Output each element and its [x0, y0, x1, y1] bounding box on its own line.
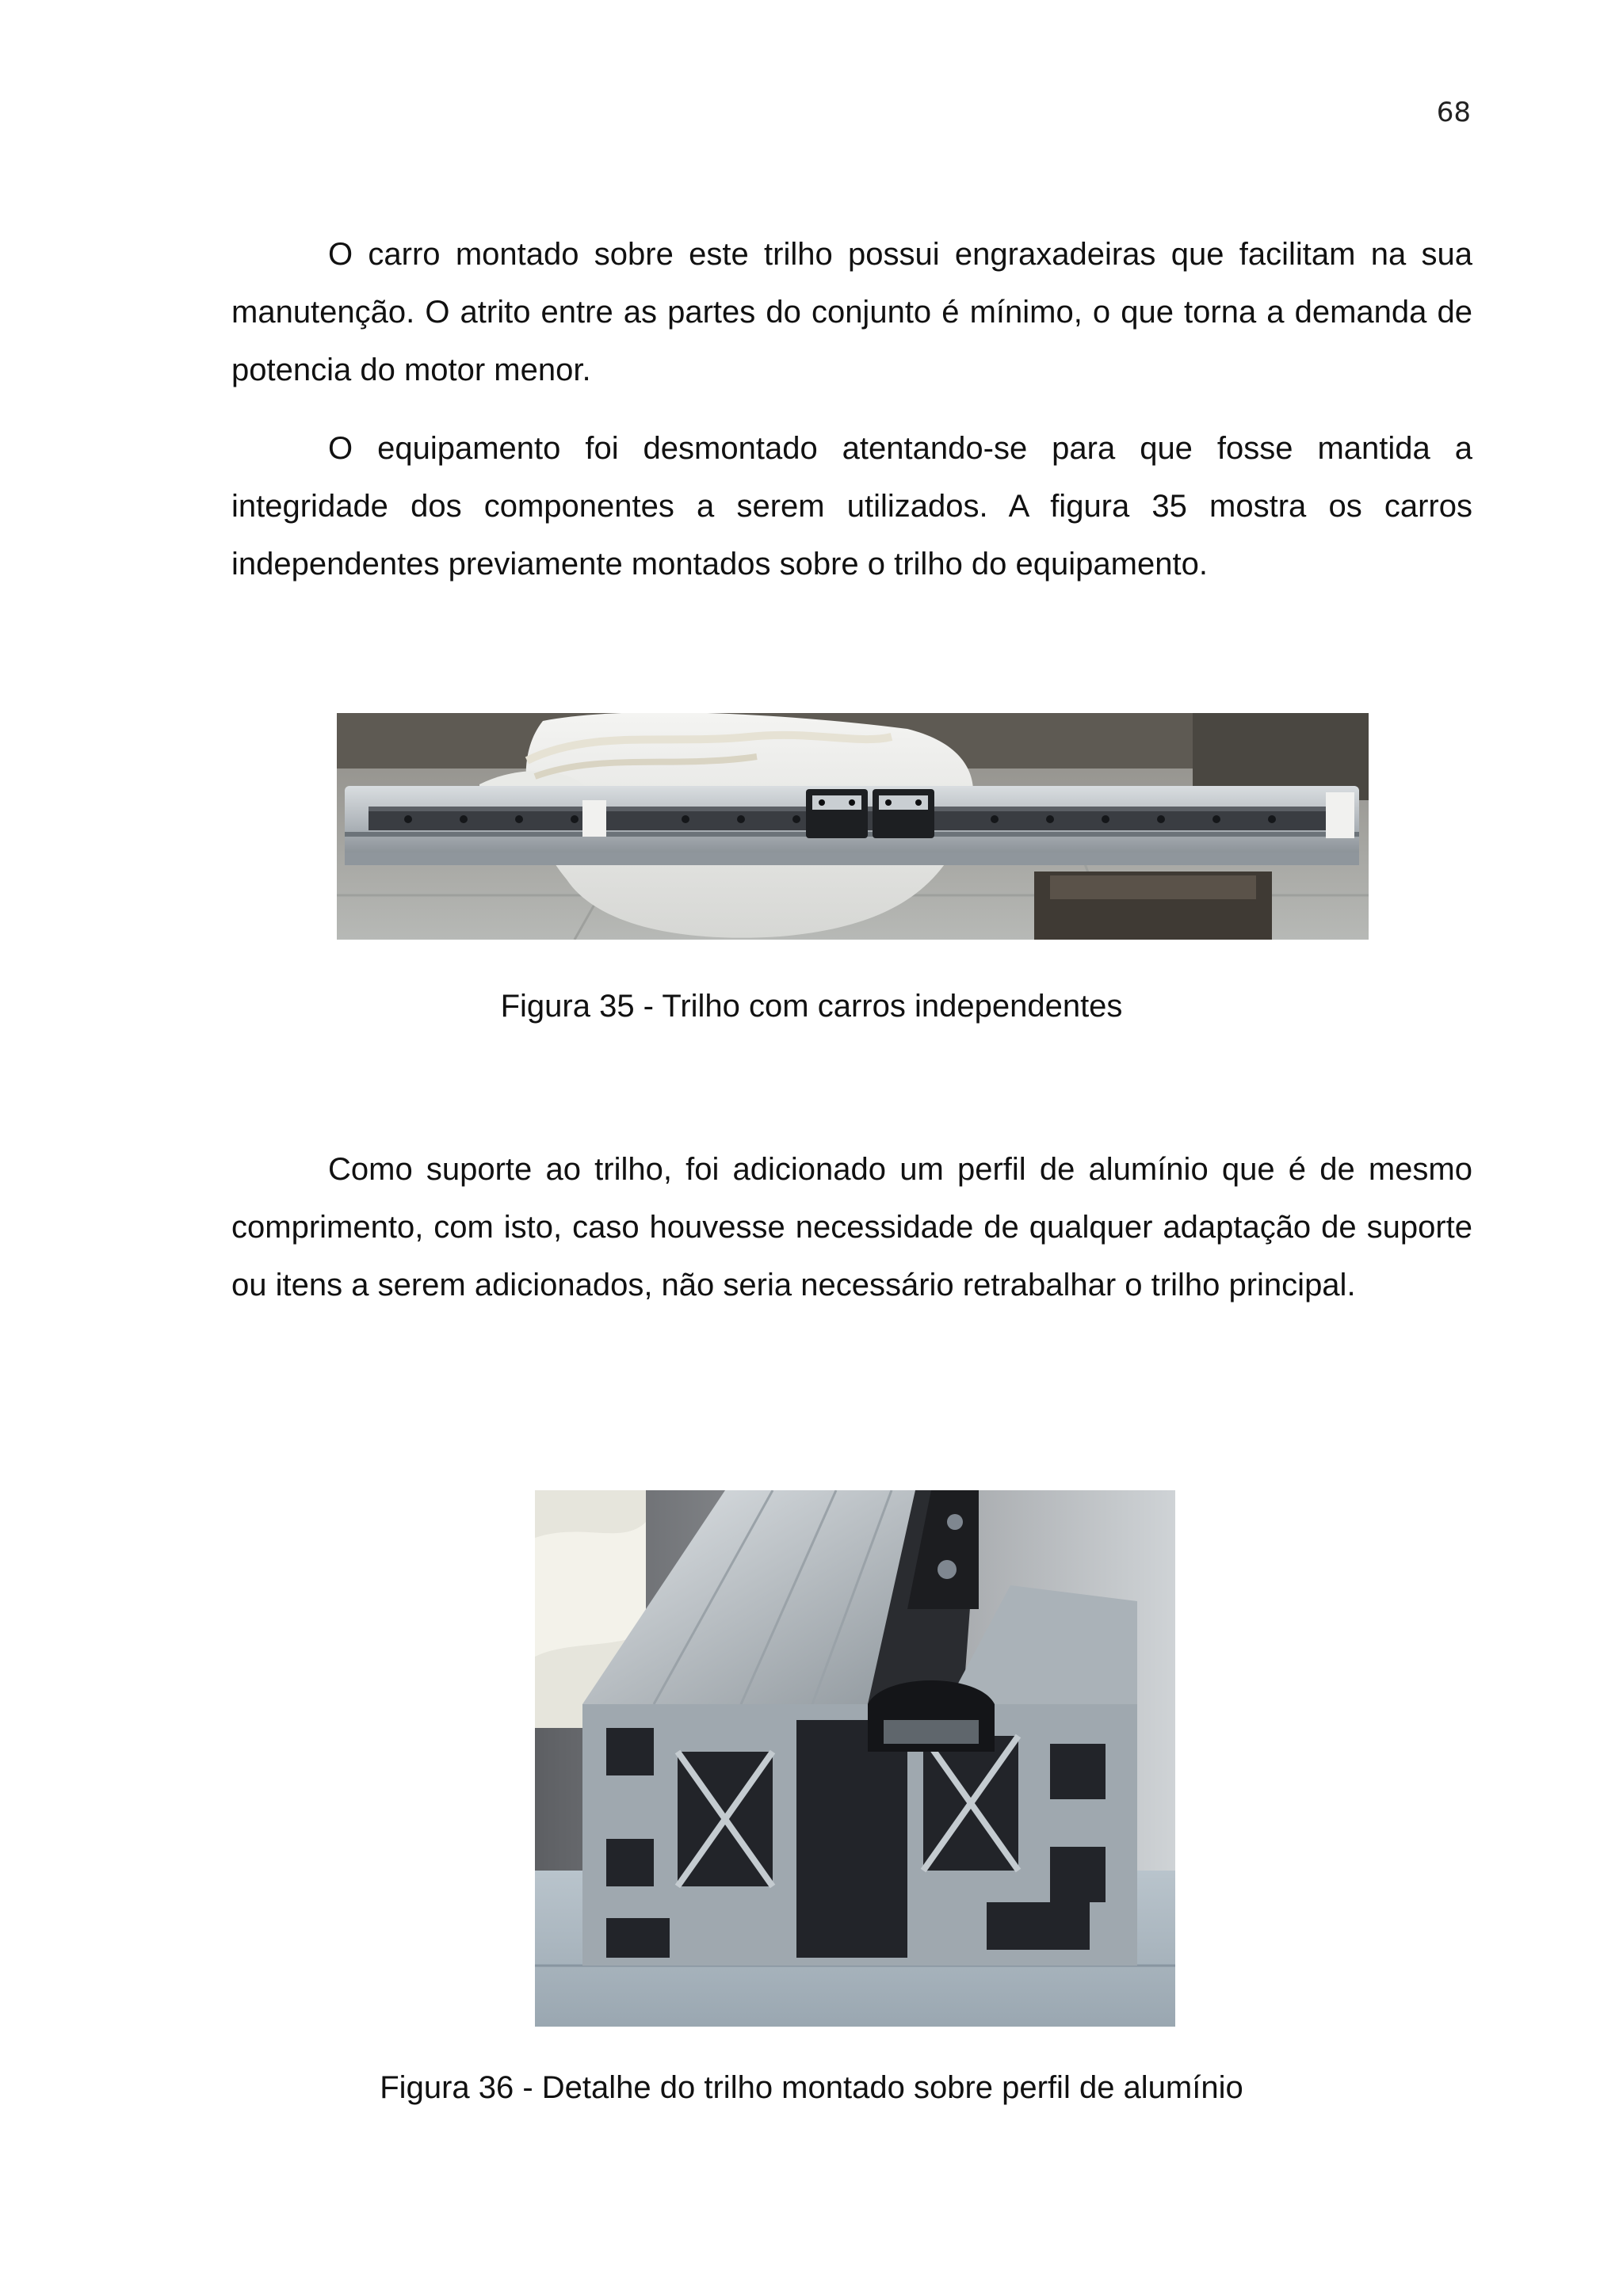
figure-36-profile-photo [535, 1490, 1175, 2027]
paragraph-carro-montado: O carro montado sobre este trilho possui engraxadeiras que facilitam na sua manutenção. O atrito entre as partes do conjunto é mínimo, o que torna a demanda de potencia do motor menor. [231, 237, 1472, 387]
paragraph-equipamento-desmontado: O equipamento foi desmontado atentando-se para que fosse mantida a integridade dos componentes a serem utilizados. A figura 35 mostra os carros independentes previamente montados sobre o trilho do equipamento. [231, 431, 1472, 582]
paragraph-suporte-trilho: Como suporte ao trilho, foi adicionado um perfil de alumínio que é de mesmo comprimento, com isto, caso houvesse necessidade de qualquer adaptação de suporte ou itens a serem adicionados, não seria necessário retrabalhar o trilho principal. [231, 1152, 1472, 1302]
figure-35-rail-photo [337, 713, 1369, 940]
figure-35-caption: Figura 35 - Trilho com carros independentes [500, 989, 1123, 1024]
aluminum-profile-illustration [535, 1490, 1175, 2027]
rail-photo-illustration [337, 713, 1369, 940]
figure-36-caption: Figura 36 - Detalhe do trilho montado sobre perfil de alumínio [380, 2070, 1243, 2105]
page-number: 68 [1436, 97, 1471, 128]
